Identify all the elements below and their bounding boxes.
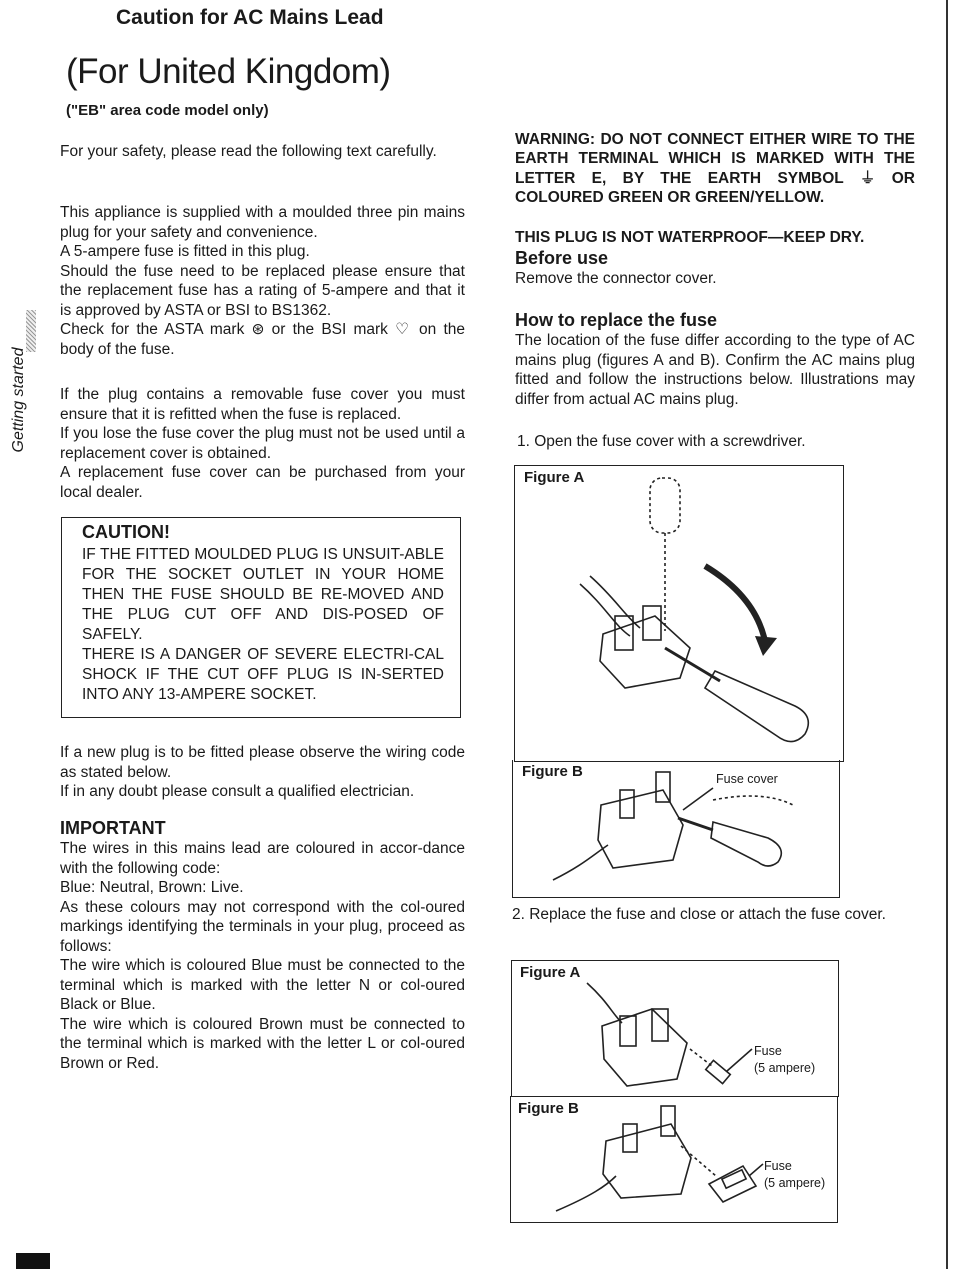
fuse-label: Fuse bbox=[754, 1044, 782, 1058]
side-tab bbox=[0, 150, 38, 453]
cable bbox=[556, 1176, 616, 1211]
fuse-cover-block bbox=[60, 385, 465, 502]
area-code-note: ("EB" area code model only) bbox=[66, 102, 269, 119]
cable bbox=[587, 983, 622, 1023]
important-block bbox=[60, 818, 465, 1073]
plug-body bbox=[600, 616, 690, 688]
side-tab-marker bbox=[26, 310, 36, 352]
fuse-cover bbox=[709, 1166, 756, 1202]
page-title: (For United Kingdom) bbox=[66, 52, 391, 91]
screwdriver-handle bbox=[705, 671, 808, 742]
figure-a-open-panel bbox=[514, 465, 844, 762]
caution-title: CAUTION! bbox=[82, 522, 170, 542]
fuse-cover-line: If the plug contains a removable fuse cover you must ensure that it is refitted when the fuse is replaced. bbox=[60, 386, 465, 423]
fuse-leader bbox=[727, 1049, 752, 1071]
section-header: Caution for AC Mains Lead bbox=[116, 6, 384, 29]
plug-pin bbox=[620, 790, 634, 818]
earth-warning: WARNING: DO NOT CONNECT EITHER WIRE TO THE EARTH TERMINAL WHICH IS MARKED WITH THE LETTER E, BY THE EARTH SYMBOL ⏚ OR COLOURED GREEN OR GREEN/YELLOW. bbox=[515, 130, 915, 206]
caution-text: IF THE FITTED MOULDED PLUG IS UNSUIT-ABLE FOR THE SOCKET OUTLET IN YOUR HOME THEN THE FUSE SHOULD BE RE-MOVED AND THE PLUG CUT OFF AND DIS-POSED OF SAFELY. bbox=[82, 546, 444, 643]
plug-body bbox=[603, 1124, 691, 1198]
plug-a-fuse-illustration bbox=[512, 961, 840, 1098]
replace-fuse-section bbox=[515, 310, 915, 409]
plug-pin bbox=[620, 1016, 636, 1046]
fuse-info-line: A 5-ampere fuse is fitted in this plug. bbox=[60, 243, 310, 260]
figure-a-replace-panel bbox=[511, 960, 839, 1097]
caution-text: THERE IS A DANGER OF SEVERE ELECTRI-CAL SHOCK IF THE CUT OFF PLUG IS IN-SERTED INTO ANY 13-AMPERE SOCKET. bbox=[82, 646, 444, 703]
figure-a-label: Figure A bbox=[524, 469, 585, 486]
waterproof-warning: THIS PLUG IS NOT WATERPROOF—KEEP DRY. bbox=[515, 228, 865, 246]
important-line: The wires in this mains lead are coloured in accor-dance with the following code: bbox=[60, 840, 465, 877]
plug-body bbox=[602, 1009, 687, 1086]
replace-fuse-title: How to replace the fuse bbox=[515, 310, 718, 330]
figure-b-label: Figure B bbox=[518, 1100, 579, 1117]
fuse-cover-line: A replacement fuse cover can be purchased from your local dealer. bbox=[60, 464, 465, 501]
step-1: 1. Open the fuse cover with a screwdriver. bbox=[517, 433, 806, 450]
safety-intro: For your safety, please read the following text carefully. bbox=[60, 143, 437, 160]
before-use-title: Before use bbox=[515, 248, 609, 268]
fuse-info-line: Check for the ASTA mark ⊛ or the BSI mark ♡ on the body of the fuse. bbox=[60, 321, 465, 358]
step-2: 2. Replace the fuse and close or attach the fuse cover. bbox=[512, 906, 886, 923]
important-line: The wire which is coloured Brown must be connected to the terminal which is marked with the letter L or col-oured Brown or Red. bbox=[60, 1015, 465, 1072]
plug-b-fuse-illustration bbox=[511, 1096, 839, 1223]
before-use-section bbox=[515, 248, 915, 289]
replace-fuse-text: The location of the fuse differ according to the type of AC mains plug (figures A and B). Confirm the AC mains plug fitted and follow the instructions below. Illustrations may differ from actual AC mains plug. bbox=[515, 332, 915, 408]
important-title: IMPORTANT bbox=[60, 818, 166, 838]
plug-pin bbox=[623, 1124, 637, 1152]
important-line: The wire which is coloured Blue must be connected to the terminal which is marked with the letter N or col-oured Black or Blue. bbox=[60, 957, 465, 1013]
figure-b-label: Figure B bbox=[522, 763, 583, 780]
fuse-rating-label: (5 ampere) bbox=[764, 1176, 826, 1190]
figure-a-label: Figure A bbox=[520, 964, 581, 981]
caution-box bbox=[61, 517, 461, 718]
important-line: Blue: Neutral, Brown: Live. bbox=[60, 879, 244, 896]
fuse-cover-leader bbox=[683, 788, 713, 810]
screwdriver-handle bbox=[711, 822, 781, 866]
page-edge-line bbox=[946, 0, 948, 1269]
rotation-arrow bbox=[705, 566, 765, 641]
figure-b-open-panel bbox=[512, 760, 840, 898]
important-line: As these colours may not correspond with the col-oured markings identifying the terminals in your plug, proceed as follows: bbox=[60, 898, 465, 955]
fuse-label: Fuse bbox=[764, 1159, 792, 1173]
fuse-info-block bbox=[60, 203, 465, 359]
side-tab-label: Getting started bbox=[10, 347, 27, 453]
wiring-intro-block bbox=[60, 743, 465, 802]
wiring-intro-line: If a new plug is to be fitted please observe the wiring code as stated below. bbox=[60, 744, 465, 781]
plug-pin bbox=[615, 616, 633, 650]
figure-b-replace-panel bbox=[510, 1096, 838, 1223]
fuse-info-line: Should the fuse need to be replaced please ensure that the replacement fuse has a rating of 5-ampere and that it is approved by ASTA or BSI to BS1362. bbox=[60, 262, 465, 319]
plug-b-screwdriver-illustration bbox=[513, 760, 841, 898]
fuse-rating-label: (5 ampere) bbox=[754, 1061, 816, 1075]
page-number-tab bbox=[16, 1253, 50, 1269]
fuse-cover-label: Fuse cover bbox=[716, 772, 778, 786]
plug-screwdriver-illustration bbox=[515, 466, 845, 763]
fuse-leader bbox=[749, 1164, 763, 1176]
before-use-text: Remove the connector cover. bbox=[515, 270, 717, 287]
cable bbox=[553, 845, 608, 880]
fuse-info-line: This appliance is supplied with a moulded three pin mains plug for your safety and convenience. bbox=[60, 204, 465, 241]
fuse-cover-line: If you lose the fuse cover the plug must not be used until a replacement cover is obtained. bbox=[60, 425, 465, 462]
wiring-intro-line: If in any doubt please consult a qualified electrician. bbox=[60, 783, 415, 800]
screwdriver-ghost-handle bbox=[650, 478, 680, 533]
fuse bbox=[722, 1170, 746, 1188]
